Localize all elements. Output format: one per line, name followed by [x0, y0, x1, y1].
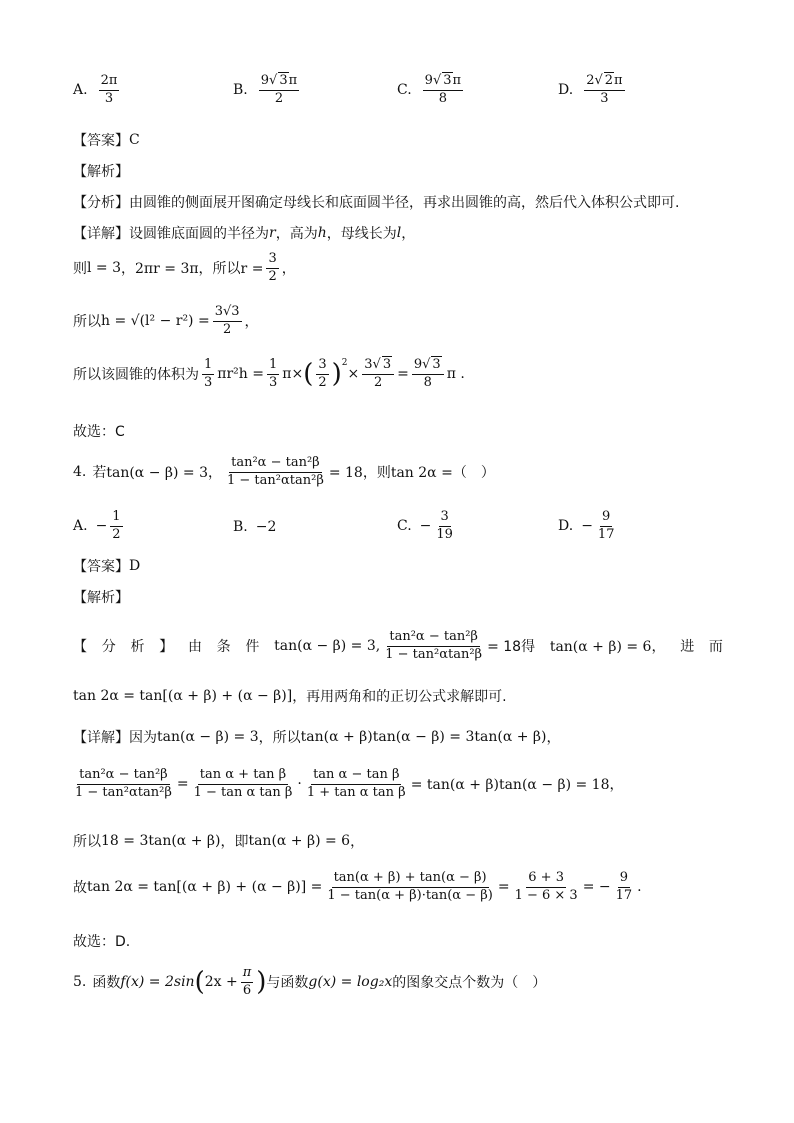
q4-xiangjie-line4: 故 tan 2α = tan[(α + β) + (α − β)] = $\frac{\tan(\alpha + \beta) + \tan(\alpha - \beta)}{1 - \tan(\alpha + \beta)\cdot\tan(\alpha - \beta)}$ = $\frac{6 + 3}{1 - 6 \times 3}$ = − $\frac{9}{17}$ . — [73, 870, 642, 903]
q4-analysis-label: 【解析】 — [73, 590, 129, 606]
q3-option-b: B. 9√ 3π 2 — [233, 73, 298, 106]
q4-option-d: D. − $\frac{9}{17}$ — [558, 509, 615, 542]
q4-xiangjie-line2: $\frac{\text{tan²α − tan²β}}{\text{1 − tan²αtan²β}}$ = $\frac{\text{tan α + tan β}}{\text{1 − tan α tan β}}$ · $\frac{\text{tan α − tan β}}{\text{1 + tan α tan β}}$ = tan(α + β)tan(α − β) = 18， — [75, 767, 624, 800]
q3-xiangjie: 【详解】 设圆锥底面圆的半径为 r ，高为 h ，母线长为 l ， — [73, 225, 416, 242]
q3-frac-h: $\frac{3√3}{2}$ — [214, 304, 240, 337]
q3-choose: 故选：C — [73, 424, 125, 440]
q3-option-c-frac: 9√ 3π 8 — [424, 73, 462, 106]
q3-line-volume: 所以该圆锥的体积为 1 3 πr²h = $\frac{1}{3}$ π× ( 3 2 ) 2 × $\frac{3√ 3}{2}$ = $\frac{9√ 3}{8}$ π . — [73, 357, 465, 390]
q3-line-l3: 则 l = 3 ，2πr = 3π，所以r = $\frac{3}{2}$ ， — [73, 251, 296, 284]
q4-choose: 故选：D. — [73, 934, 131, 950]
q3-option-c: C. 9√ 3π 8 — [397, 73, 462, 106]
q4-option-a: A. − $\frac{1}{2}$ — [73, 509, 121, 542]
q4-fenxi-line2: tan 2α = tan[(α + β) + (α − β)] ，再用两角和的正切公式求解即可. — [73, 688, 507, 705]
q3-frac-3-2: $\frac{3}{2}$ — [268, 251, 277, 284]
q3-option-d: D. 2√ 2π 3 — [558, 73, 623, 106]
q5-stem: 5. 函数 f(x) = 2sin ( 2x + $\frac{\pi}{6}$ ) 与函数 g(x) = log₂x 的图象交点个数为（ ） — [73, 965, 547, 998]
q4-option-b: B. −2 — [233, 519, 277, 535]
q4-fenxi-line1: 【 分 析 】 由 条 件 tan(α − β) = 3, $\frac{\text{tan²α − tan²β}}{\text{1 − tan²αtan²β}}$ = 18得 tan(α + β) = 6， 进 而 — [73, 629, 723, 662]
q3-line-h: 所以 h = √(l² − r²) = $\frac{3√3}{2}$ ， — [73, 304, 259, 337]
q4-xiangjie-line1: 【详解】 因为 tan(α − β) = 3 ，所以 tan(α + β)tan(α − β) = 3tan(α + β) ， — [73, 729, 561, 746]
q3-fenxi: 【分析】 由圆锥的侧面展开图确定母线长和底面圆半径，再求出圆锥的高，然后代入体积公式即可. — [73, 195, 680, 211]
q3-analysis-label: 【解析】 — [73, 164, 129, 180]
q4-stem: 4. 若 tan(α − β) = 3， $\frac{\text{tan²α − tan²β}}{\text{1 − tan²αtan²β}}$ = 18，则tan 2α =（ ） — [73, 455, 495, 488]
q4-stem-frac: $\frac{\text{tan²α − tan²β}}{\text{1 − tan²αtan²β}}$ — [227, 455, 324, 488]
q3-option-a: A. 2π 3 — [73, 73, 118, 106]
q3-option-a-frac: 2π 3 — [100, 73, 118, 106]
q3-option-d-frac: 2√ 2π 3 — [586, 73, 623, 106]
q4-xiangjie-line3: 所以 18 = 3tan(α + β) ，即 tan(α + β) = 6 ， — [73, 833, 365, 850]
q4-option-c: C. − $\frac{3}{19}$ — [397, 509, 453, 542]
q3-option-b-frac: 9√ 3π 2 — [260, 73, 298, 106]
q4-answer: 【答案】 D — [73, 558, 141, 575]
q3-answer: 【答案】 C — [73, 132, 140, 149]
